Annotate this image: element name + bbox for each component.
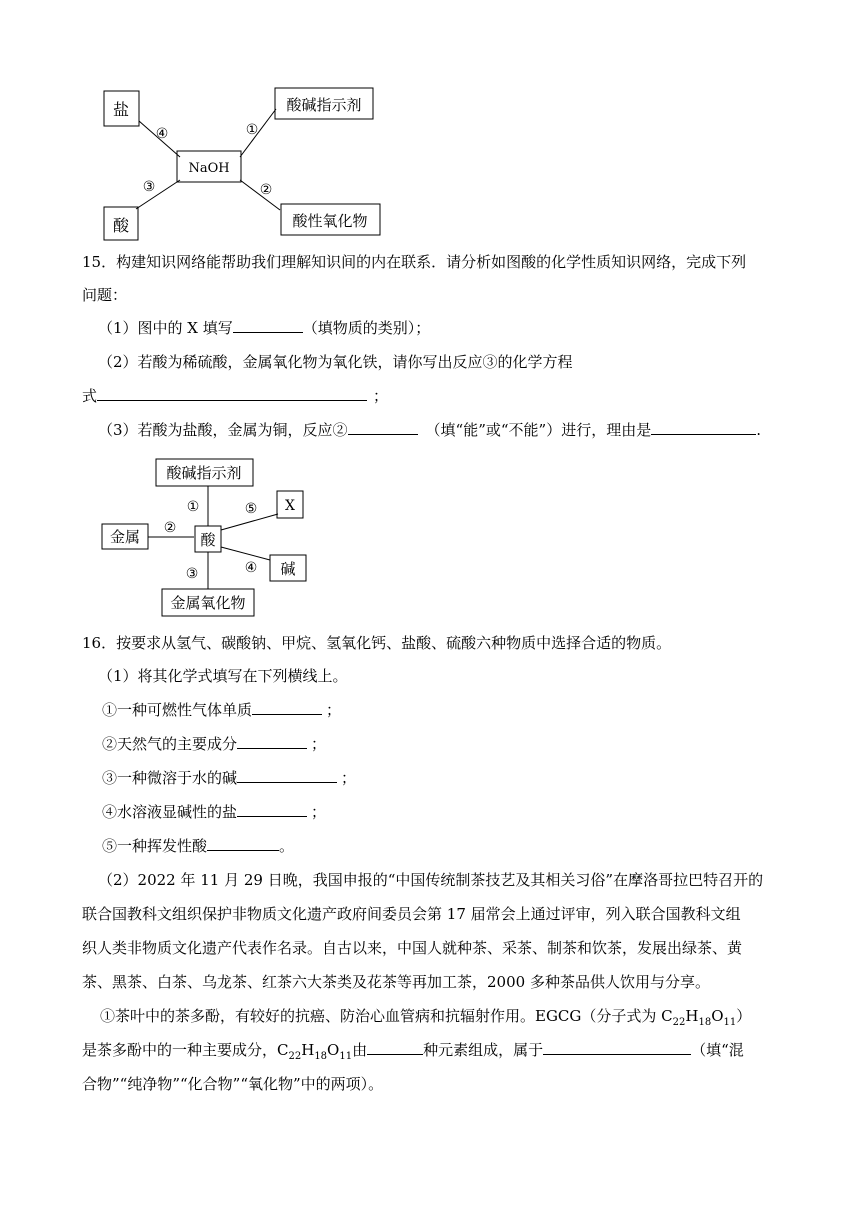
edge-label-2-2: ② — [163, 520, 177, 536]
q16-item1-label: ①一种可燃性气体单质 — [102, 701, 253, 719]
q16-part2-line2: 联合国教科文组织保护非物质文化遗产政府间委员会第 17 届常会上通过评审，列入联合国教科文组 — [82, 905, 741, 923]
q16-answer-blank-1[interactable] — [252, 700, 322, 715]
q16-stem: 16．按要求从氢气、碳酸钠、甲烷、氢氧化钙、盐酸、硫酸六种物质中选择合适的物质。 — [82, 634, 672, 652]
q15-part2-prefix: 式 — [82, 387, 98, 405]
q16-item5 — [102, 836, 294, 856]
q16-part2-line5: ①茶叶中的茶多酚，有较好的抗癌、防治心血管病和抗辐射作用。EGCG（分子式为 $C_{22}H_{18}O_{11}$） — [100, 1007, 752, 1028]
q15-stem-line2: 问题： — [82, 286, 128, 304]
sub-11: 11 — [723, 1017, 737, 1028]
q16-item4 — [102, 802, 326, 822]
q16-formula-belongs: 种元素组成，属于 — [423, 1041, 544, 1059]
edge-label-4: ④ — [155, 126, 169, 142]
q16-item5-period: 。 — [279, 837, 295, 855]
q16-part2-line7: 合物”“纯净物”“化合物”“氧化物”中的两项）。 — [82, 1075, 384, 1093]
x-node: X — [285, 498, 295, 514]
q16-part1: （1）将其化学式填写在下列横线上。 — [98, 667, 348, 685]
q16-part2-line3: 织人类非物质文化遗产代表作名录。自古以来，中国人就种茶、采茶、制茶和饮茶，发展出绿茶、黄 — [82, 939, 743, 957]
q15-part3-period: . — [756, 421, 762, 439]
edge-label-2-3: ③ — [185, 566, 199, 582]
sub-18: 18 — [698, 1017, 712, 1028]
q15-stem-line1: 15．构建知识网络能帮助我们理解知识间的内在联系．请分析如图酸的化学性质知识网络，完成下列 — [82, 253, 747, 271]
q16-answer-blank-5[interactable] — [207, 836, 279, 851]
q16-item4-semicolon: ； — [311, 803, 327, 821]
indicator-node: 酸碱指示剂 — [286, 96, 362, 114]
q15-part2: （2）若酸为稀硫酸，金属氧化物为氧化铁，请你写出反应③的化学方程 — [98, 353, 573, 371]
q16-item3-semicolon: ； — [341, 769, 357, 787]
q16-answer-blank-4[interactable] — [237, 802, 307, 817]
q15-part1-prompt: （1）图中的 X 填写 — [98, 319, 233, 337]
acid-center: 酸 — [200, 531, 216, 549]
salt-node: 盐 — [112, 100, 130, 119]
q16-item3-label: ③一种微溶于水的碱 — [102, 769, 238, 787]
base-node: 碱 — [280, 560, 296, 578]
sub-22: 22 — [672, 1017, 686, 1028]
q16-answer-blank-category[interactable] — [543, 1040, 691, 1055]
edge-label-2-4: ④ — [244, 560, 258, 576]
edge-label-2-1: ① — [186, 499, 200, 515]
edge-label-2: ② — [259, 182, 273, 198]
q16-formula-hint: （填“混 — [691, 1041, 744, 1059]
q16-answer-blank-elements[interactable] — [367, 1040, 423, 1055]
q16-item2-label: ②天然气的主要成分 — [102, 735, 238, 753]
q16-answer-blank-3[interactable] — [237, 768, 337, 783]
q15-part3-prompt: （3）若酸为盐酸，金属为铜，反应② — [98, 421, 348, 439]
edge-label-3: ③ — [142, 179, 156, 195]
q16-item1 — [102, 700, 341, 720]
acidic-oxide-node: 酸性氧化物 — [292, 212, 368, 230]
q16-item3 — [102, 768, 356, 788]
q16-part2-line4: 茶、黑茶、白茶、乌龙茶、红茶六大茶类及花茶等再加工茶，2000 多种茶品供人饮用与分享。 — [82, 973, 710, 991]
q16-item2-semicolon: ； — [311, 735, 327, 753]
sub-22b: 22 — [288, 1051, 302, 1062]
q16-item1-semicolon: ； — [326, 701, 342, 719]
q16-item5-label: ⑤一种挥发性酸 — [102, 837, 208, 855]
indicator-node-2: 酸碱指示剂 — [166, 464, 242, 482]
q16-item2 — [102, 734, 326, 754]
acid-node: 酸 — [112, 216, 130, 235]
edge-label-1: ① — [245, 122, 259, 138]
metal-node: 金属 — [109, 528, 141, 546]
q16-egcg-close: ） — [736, 1007, 752, 1025]
sub-11b: 11 — [339, 1051, 353, 1062]
q15-part3-hint: （填“能”或“不能”）进行，理由是 — [425, 421, 652, 439]
sub-18b: 18 — [314, 1051, 328, 1062]
q15-part2-semicolon: ； — [373, 387, 389, 405]
metal-oxide-node: 金属氧化物 — [170, 594, 246, 612]
q15-part1-hint: （填物质的类别）； — [302, 319, 431, 337]
edge-label-2-5: ⑤ — [244, 501, 258, 517]
naoh-center: NaOH — [188, 161, 230, 176]
q16-egcg-intro: ①茶叶中的茶多酚，有较好的抗癌、防治心血管病和抗辐射作用。EGCG（分子式为 C — [100, 1007, 673, 1025]
q16-part2-line6: 是茶多酚中的一种主要成分，$C_{22}H_{18}O_{11}$由 种元素组成，属于 （填“混 — [82, 1041, 744, 1062]
q16-item4-label: ④水溶液显碱性的盐 — [102, 803, 238, 821]
q16-formula-prefix: 是茶多酚中的一种主要成分，C — [82, 1041, 289, 1059]
q16-part2-line1: （2）2022 年 11 月 29 日晚，我国申报的“中国传统制茶技艺及其相关习俗”在摩洛哥拉巴特召开的 — [98, 871, 764, 889]
q16-answer-blank-2[interactable] — [237, 734, 307, 749]
q16-formula-by: 由 — [352, 1041, 368, 1059]
